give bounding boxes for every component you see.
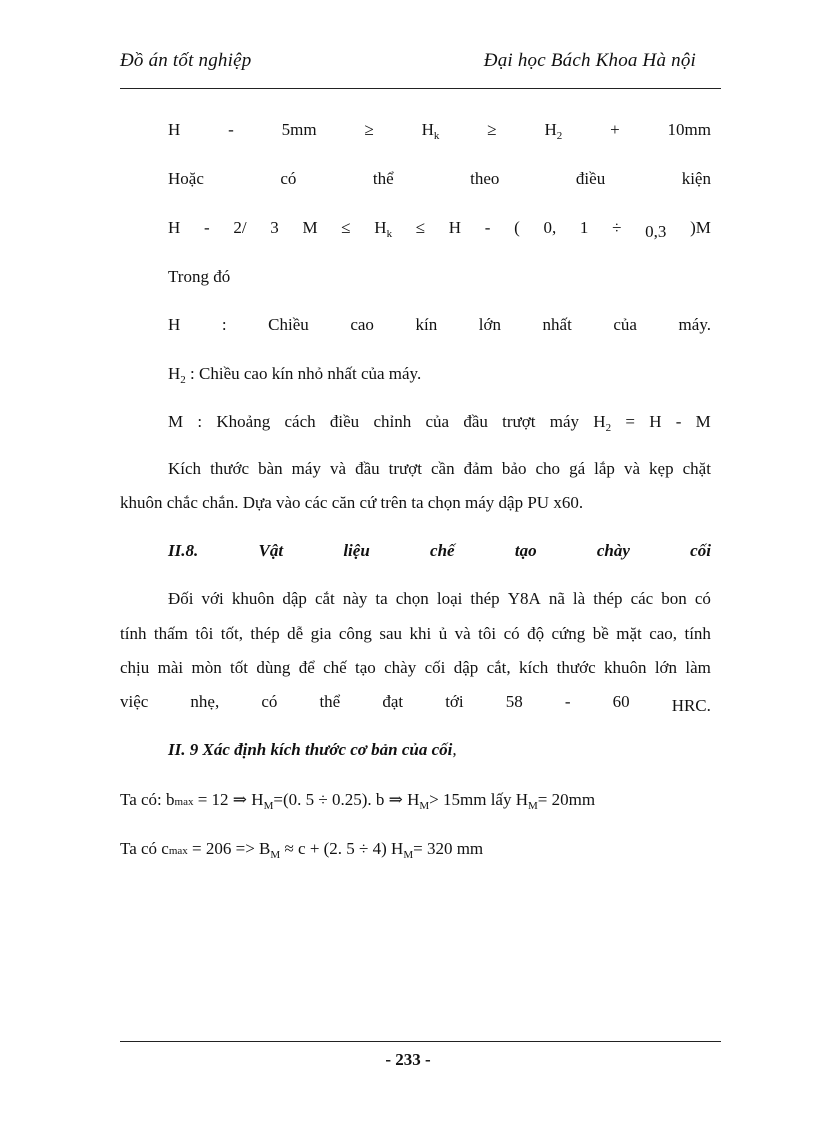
- eq-token: -: [203, 218, 210, 237]
- section-heading-8: II.8. Vật liệu chế tạo chày cối: [168, 541, 711, 560]
- word: kiện: [681, 169, 711, 188]
- page-number: - 233 -: [385, 1050, 431, 1069]
- word: trượt: [502, 412, 536, 431]
- eq-token: M: [302, 218, 318, 237]
- word: :: [221, 315, 227, 334]
- eq-token: -: [484, 218, 491, 237]
- paragraph-1-line-1: Kích thước bàn máy và đầu trượt cần đảm bảo cho gá lắp và kẹp chặt: [168, 459, 711, 478]
- paragraph-2-line-1: Đối với khuôn dập cắt này ta chọn loại thép Y8A nã là thép các bon có: [168, 589, 711, 608]
- header-right: Đại học Bách Khoa Hà nội: [483, 50, 696, 71]
- text-line-hoac: [168, 169, 711, 189]
- word: máy: [549, 412, 580, 431]
- eq-token: 5mm: [281, 120, 317, 139]
- word: Khoảng: [216, 412, 271, 431]
- eq-token: 0,3: [645, 222, 667, 241]
- definition-h: [168, 315, 711, 335]
- eq-token: $H_k$: [421, 120, 440, 142]
- word: $H_2$: [593, 412, 612, 434]
- eq-token: ≥: [364, 120, 374, 139]
- eq-token: )M: [690, 218, 711, 237]
- paragraph-2-line-3: chịu mài mòn tốt dùng để chế tạo chày cối dập cắt, kích thước khuôn lớn làm: [120, 658, 711, 677]
- word: -: [675, 412, 682, 431]
- eq-token: ≤: [415, 218, 426, 237]
- word: thể: [372, 169, 394, 188]
- section-heading-9: II. 9 Xác định kích thước cơ bản của cối,: [168, 740, 457, 759]
- eq-token: 2/: [233, 218, 247, 237]
- header-rule: [120, 88, 721, 89]
- eq-token: -: [228, 120, 234, 139]
- word: điều: [329, 412, 360, 431]
- eq-token: ≥: [487, 120, 497, 139]
- word: của: [425, 412, 450, 431]
- eq-token: H: [168, 218, 181, 237]
- definition-h2: $H_2$ : Chiều cao kín nhỏ nhất của máy.: [168, 364, 422, 386]
- definition-m: [168, 412, 711, 432]
- equation-line-2: [168, 218, 711, 241]
- word: =: [625, 412, 635, 431]
- word: :: [197, 412, 203, 431]
- word: kín: [415, 315, 438, 334]
- eq-token: H: [448, 218, 462, 237]
- word: máy.: [678, 315, 711, 334]
- footer-rule: [120, 1041, 721, 1042]
- word: có: [280, 169, 297, 188]
- word: H: [168, 315, 181, 334]
- word: của: [613, 315, 637, 334]
- eq-token: +: [610, 120, 620, 139]
- trong-do-label: Trong đó: [168, 267, 231, 286]
- word: cách: [284, 412, 316, 431]
- paragraph-2-line-2: tính thấm tôi tốt, thép dễ gia công sau khi ủ và tôi có độ cứng bề mặt cao, tính: [120, 624, 711, 643]
- eq-token: 10mm: [667, 120, 711, 139]
- word: theo: [470, 169, 500, 188]
- header-left: Đồ án tốt nghiệp: [120, 50, 252, 71]
- calculation-line-1: Ta có: bmax = 12 ⇒ $H_M=(0$. 5 ÷ 0.25). b ⇒ $H_M> 15mm$ lấy $H_M= 20mm$: [120, 790, 596, 812]
- word: chỉnh: [373, 412, 412, 431]
- paragraph-1-line-2: khuôn chắc chắn. Dựa vào các căn cứ trên ta chọn máy dập PU x60.: [120, 493, 584, 512]
- eq-token: (: [514, 218, 520, 237]
- eq-token: H: [168, 120, 181, 139]
- paragraph-2-line-4: việc nhẹ, có thể đạt tới 58 - 60 HRC.: [120, 692, 711, 715]
- word: lớn: [478, 315, 501, 334]
- word: Chiều: [268, 315, 309, 334]
- word: cao: [350, 315, 374, 334]
- word: M: [695, 412, 711, 431]
- eq-token: ≤: [341, 218, 351, 237]
- word: điều: [575, 169, 606, 188]
- eq-token: 1: [579, 218, 589, 237]
- eq-token: ÷: [612, 218, 622, 237]
- word: nhất: [542, 315, 572, 334]
- calculation-line-2: Ta có $cmax = 206 => B_M \approx c + (2$. 5 ÷ 4) $H_M= 320$ mm: [120, 839, 484, 861]
- equation-line-1: [168, 120, 711, 140]
- word: H: [649, 412, 662, 431]
- eq-token: $H_2$: [544, 120, 563, 142]
- word: M: [168, 412, 184, 431]
- word: Hoặc: [168, 169, 204, 188]
- word: đầu: [463, 412, 488, 431]
- eq-token: 0,: [543, 218, 557, 237]
- eq-token: $H_k$: [374, 218, 393, 240]
- eq-token: 3: [270, 218, 279, 237]
